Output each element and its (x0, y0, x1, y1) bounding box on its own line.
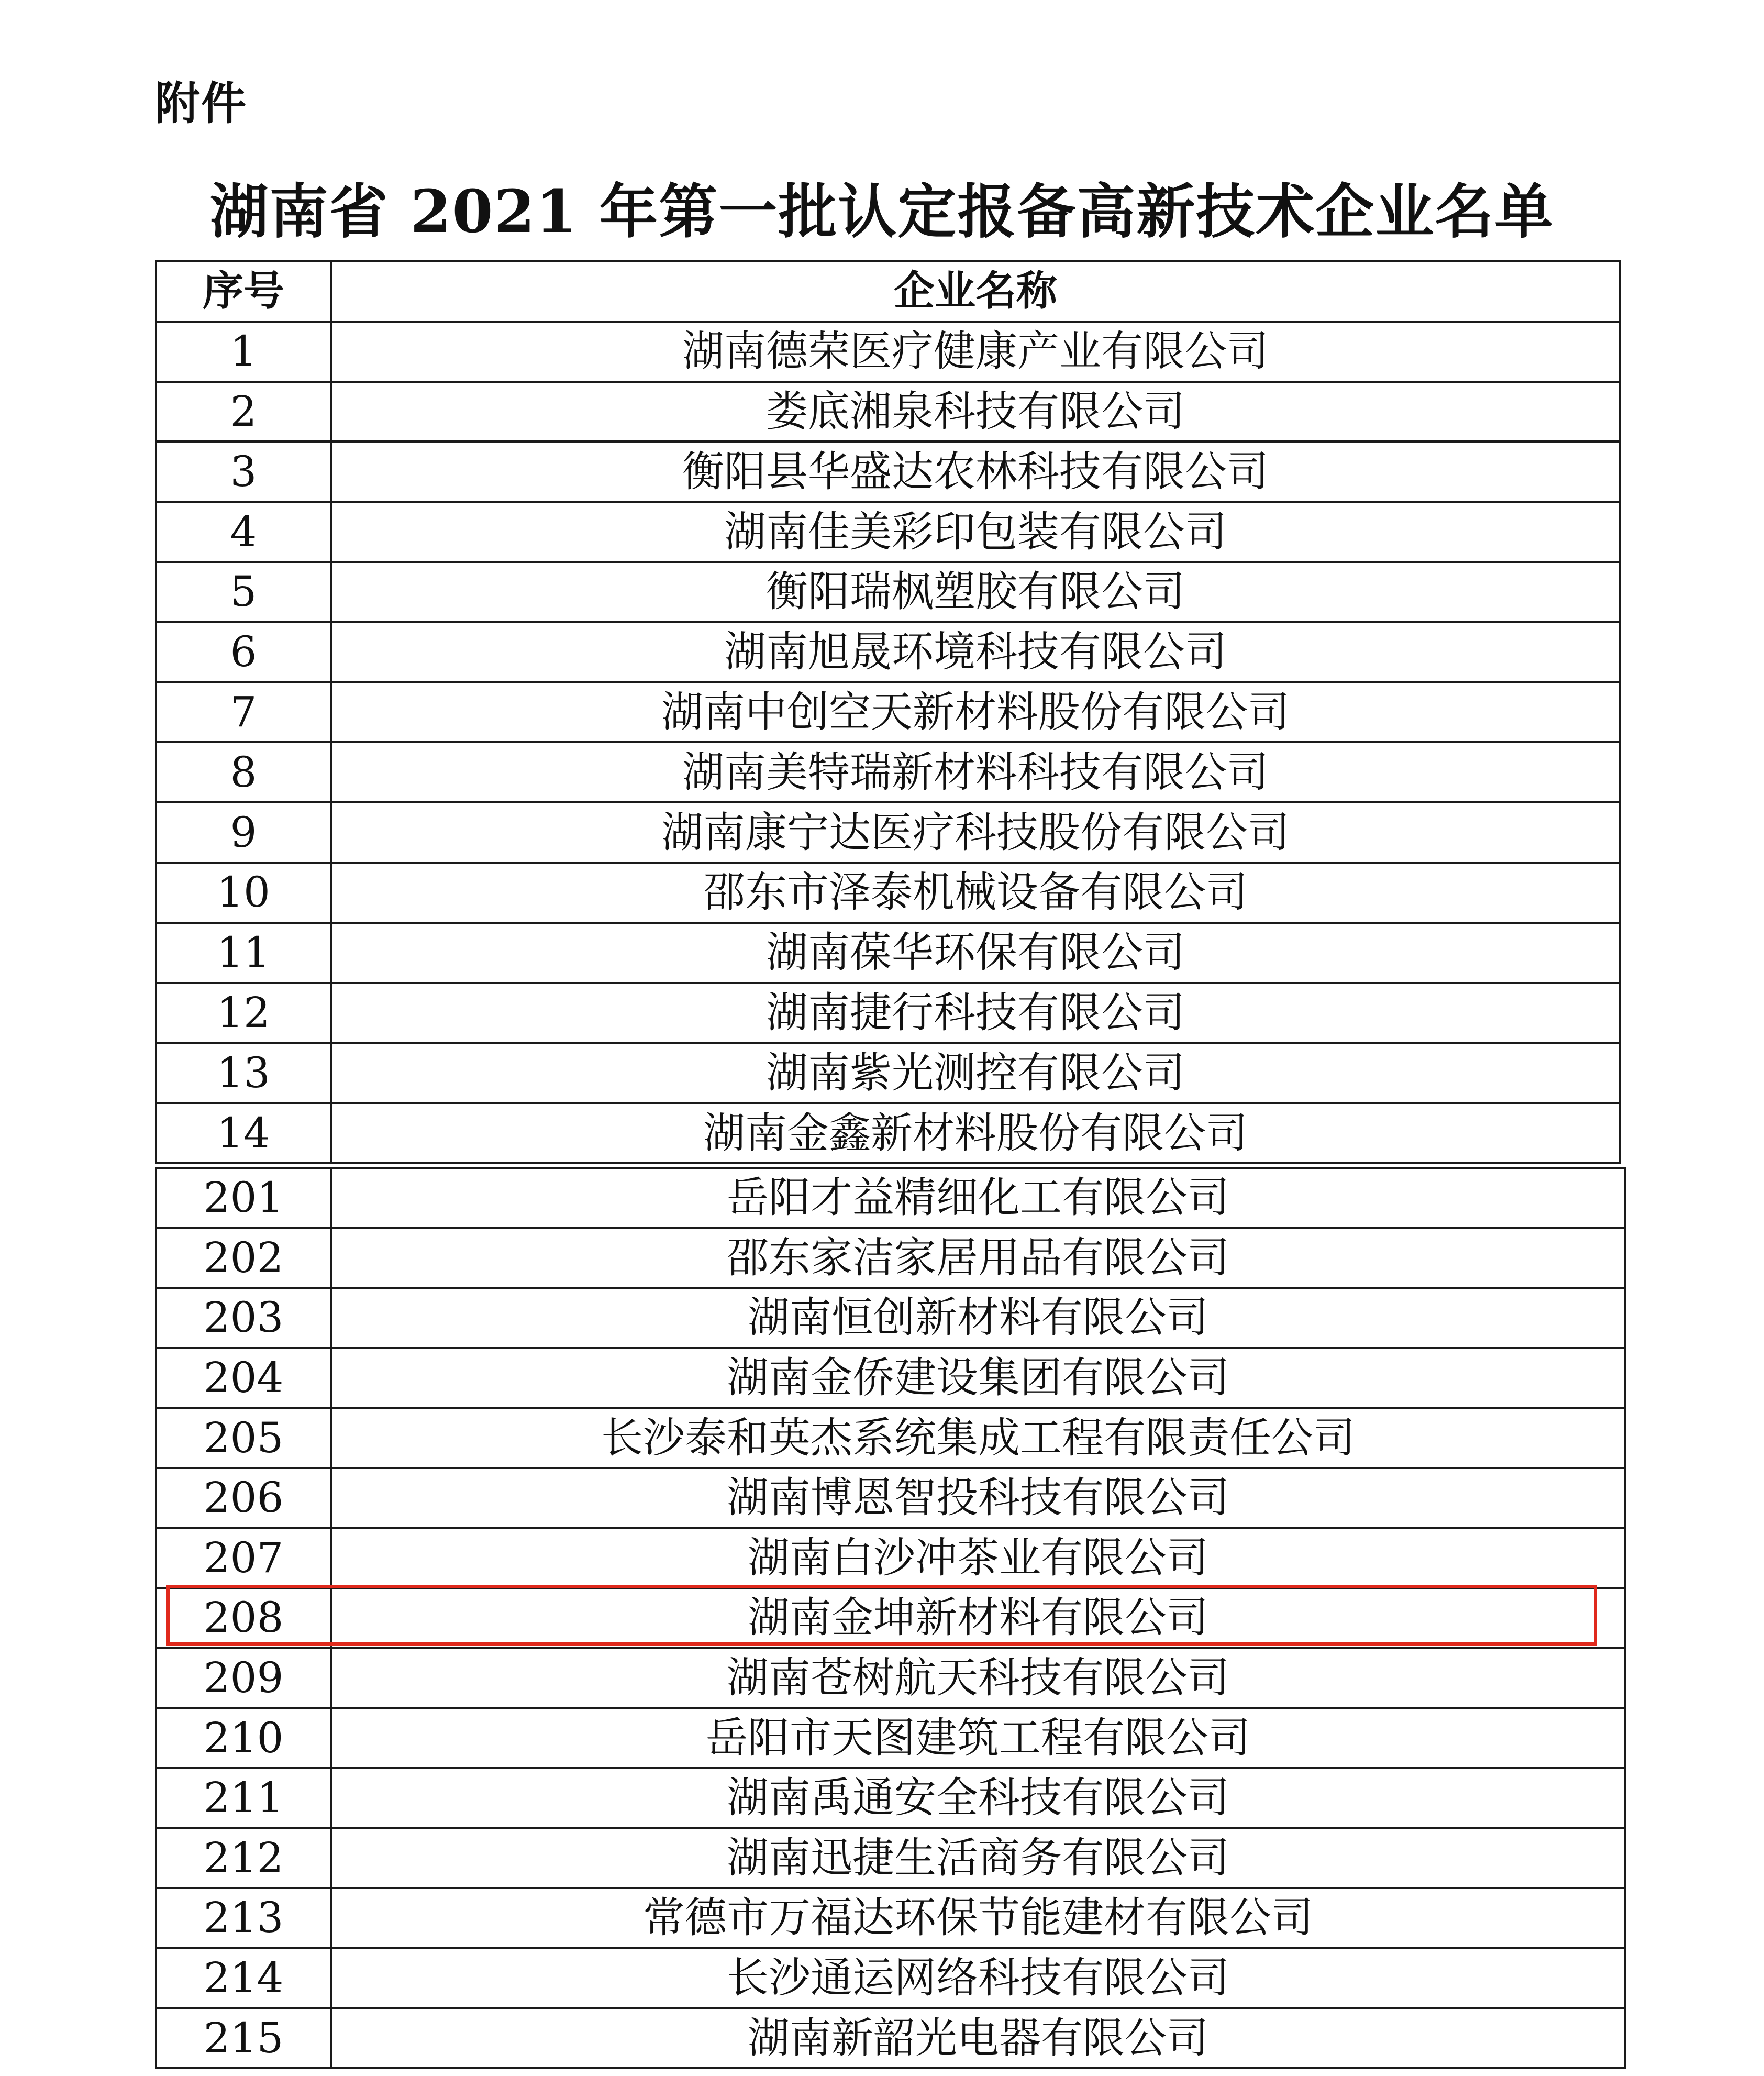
company-name-cell: 湖南金侨建设集团有限公司 (331, 1348, 1625, 1408)
company-name-cell: 湖南金坤新材料有限公司 (331, 1588, 1625, 1648)
table-row (156, 863, 1620, 923)
company-name-cell: 湖南苍树航天科技有限公司 (331, 1648, 1625, 1708)
company-name-cell: 湖南禹通安全科技有限公司 (331, 1768, 1625, 1828)
table-header-row (156, 261, 1620, 322)
company-name-cell: 长沙泰和英杰系统集成工程有限责任公司 (331, 1408, 1625, 1468)
company-name-cell: 邵东家洁家居用品有限公司 (331, 1228, 1625, 1288)
serial-number-cell: 205 (156, 1408, 331, 1468)
company-name-cell: 湖南佳美彩印包装有限公司 (331, 502, 1620, 562)
serial-number-cell: 210 (156, 1708, 331, 1768)
serial-number-cell: 202 (156, 1228, 331, 1288)
table-row (156, 742, 1620, 802)
company-name-cell: 湖南恒创新材料有限公司 (331, 1288, 1625, 1348)
highlight-box (166, 1585, 1597, 1646)
serial-number-cell: 201 (156, 1168, 331, 1228)
header-company-name: 企业名称 (331, 261, 1620, 322)
table-row (156, 1103, 1620, 1163)
company-name-cell: 湖南捷行科技有限公司 (331, 983, 1620, 1043)
table-row (156, 802, 1620, 863)
company-name-cell: 湖南德荣医疗健康产业有限公司 (331, 322, 1620, 382)
table-row (156, 1288, 1625, 1348)
company-name-cell: 湖南美特瑞新材料科技有限公司 (331, 742, 1620, 802)
table-row (156, 1468, 1625, 1528)
company-name-cell: 邵东市泽泰机械设备有限公司 (331, 863, 1620, 923)
serial-number-cell: 1 (156, 322, 331, 382)
company-name-cell: 湖南迅捷生活商务有限公司 (331, 1828, 1625, 1889)
company-name-cell: 娄底湘泉科技有限公司 (331, 382, 1620, 442)
table-row (156, 382, 1620, 442)
serial-number-cell: 10 (156, 863, 331, 923)
company-name-cell: 湖南新韶光电器有限公司 (331, 2008, 1625, 2068)
serial-number-cell: 204 (156, 1348, 331, 1408)
serial-number-cell: 211 (156, 1768, 331, 1828)
serial-number-cell: 206 (156, 1468, 331, 1528)
table-row (156, 1043, 1620, 1103)
table-row (156, 1528, 1625, 1588)
table-row (156, 2008, 1625, 2068)
company-table-body-1 (156, 261, 1620, 1163)
table-row (156, 622, 1620, 682)
serial-number-cell: 4 (156, 502, 331, 562)
serial-number-cell: 8 (156, 742, 331, 802)
company-name-cell: 常德市万福达环保节能建材有限公司 (331, 1888, 1625, 1948)
company-name-cell: 湖南金鑫新材料股份有限公司 (331, 1103, 1620, 1163)
table-row (156, 1168, 1625, 1228)
table-row (156, 1228, 1625, 1288)
document-title: 湖南省 2021 年第一批认定报备高新技术企业名单 (209, 178, 1555, 246)
table-row (156, 1768, 1625, 1828)
table-row (156, 1348, 1625, 1408)
company-name-cell: 衡阳瑞枫塑胶有限公司 (331, 562, 1620, 622)
table-row (156, 562, 1620, 622)
attachment-label: 附件 (155, 78, 247, 130)
table-row (156, 1408, 1625, 1468)
table-row (156, 983, 1620, 1043)
serial-number-cell: 214 (156, 1948, 331, 2008)
company-name-cell: 长沙通运网络科技有限公司 (331, 1948, 1625, 2008)
serial-number-cell: 215 (156, 2008, 331, 2068)
serial-number-cell: 14 (156, 1103, 331, 1163)
company-name-cell: 湖南博恩智投科技有限公司 (331, 1468, 1625, 1528)
serial-number-cell: 11 (156, 923, 331, 983)
serial-number-cell: 5 (156, 562, 331, 622)
serial-number-cell: 3 (156, 441, 331, 502)
company-name-cell: 湖南紫光测控有限公司 (331, 1043, 1620, 1103)
table-row (156, 1888, 1625, 1948)
serial-number-cell: 203 (156, 1288, 331, 1348)
company-table-part-1 (155, 260, 1621, 1164)
serial-number-cell: 208 (156, 1588, 331, 1648)
serial-number-cell: 207 (156, 1528, 331, 1588)
serial-number-cell: 209 (156, 1648, 331, 1708)
table-row (156, 1648, 1625, 1708)
company-name-cell: 衡阳县华盛达农林科技有限公司 (331, 441, 1620, 502)
company-name-cell: 湖南旭晟环境科技有限公司 (331, 622, 1620, 682)
serial-number-cell: 213 (156, 1888, 331, 1948)
company-name-cell: 岳阳市天图建筑工程有限公司 (331, 1708, 1625, 1768)
table-row (156, 1948, 1625, 2008)
serial-number-cell: 9 (156, 802, 331, 863)
company-name-cell: 湖南中创空天新材料股份有限公司 (331, 682, 1620, 743)
serial-number-cell: 7 (156, 682, 331, 743)
table-row (156, 682, 1620, 743)
serial-number-cell: 2 (156, 382, 331, 442)
company-name-cell: 岳阳才益精细化工有限公司 (331, 1168, 1625, 1228)
table-row (156, 322, 1620, 382)
serial-number-cell: 212 (156, 1828, 331, 1889)
table-row (156, 502, 1620, 562)
company-name-cell: 湖南白沙冲茶业有限公司 (331, 1528, 1625, 1588)
table-row (156, 1708, 1625, 1768)
company-name-cell: 湖南葆华环保有限公司 (331, 923, 1620, 983)
company-name-cell: 湖南康宁达医疗科技股份有限公司 (331, 802, 1620, 863)
table-row (156, 441, 1620, 502)
header-serial-number: 序号 (156, 261, 331, 322)
serial-number-cell: 13 (156, 1043, 331, 1103)
table-row (156, 1828, 1625, 1889)
serial-number-cell: 6 (156, 622, 331, 682)
serial-number-cell: 12 (156, 983, 331, 1043)
table-row (156, 923, 1620, 983)
